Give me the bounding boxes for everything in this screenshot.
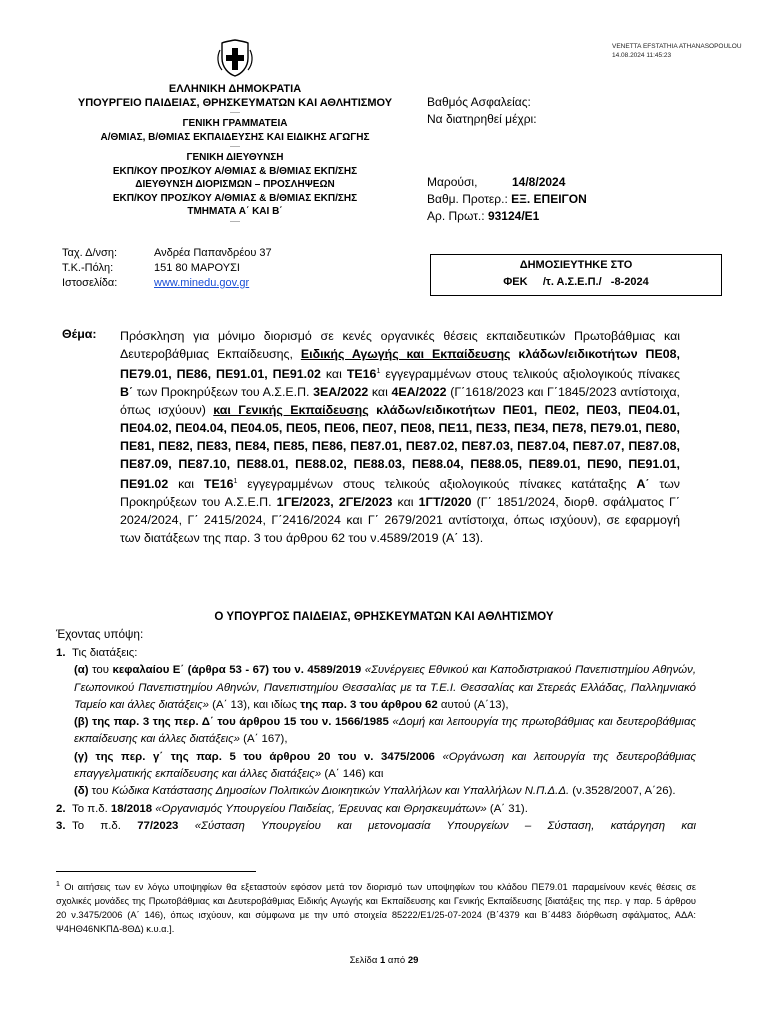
text-segment: Το π.δ. xyxy=(72,819,138,832)
having-regard-label: Έχοντας υπόψη: xyxy=(56,627,144,641)
text-segment: (Α΄ 167), xyxy=(240,733,288,746)
text-segment: «Οργανισμός Υπουργείου Παιδείας, Έρευνας και Θρησκευμάτων» xyxy=(155,802,487,815)
sub-item-d xyxy=(56,783,696,800)
text-segment: (Α΄ 13), και ιδίως xyxy=(209,698,301,711)
signature-timestamp: 14.08.2024 11:45:23 xyxy=(612,52,672,59)
subject-text xyxy=(120,327,680,547)
website-link[interactable]: www.minedu.gov.gr xyxy=(154,277,250,289)
footnote xyxy=(56,878,696,936)
text-segment: αυτού (Α΄13), xyxy=(437,698,509,711)
signature-name: VENETTA EFSTATHIA ATHANASOPOULOU xyxy=(612,43,742,50)
priority-value: ΕΞ. ΕΠΕΙΓΟΝ xyxy=(511,192,587,206)
document-meta xyxy=(427,174,587,225)
subject-segment: κλάδων/ειδικοτήτων ΠΕ01, ΠΕ02, ΠΕ03, ΠΕ04.01, ΠΕ04.02, ΠΕ04.04, ΠΕ04.05, ΠΕ05, ΠΕ06, ΠΕ07, ΠΕ08, ΠΕ11, ΠΕ33, ΠΕ34, ΠΕ78, ΠΕ79.01, ΠΕ80, ΠΕ81, ΠΕ82, ΠΕ83, ΠΕ84, ΠΕ85, ΠΕ86, ΠΕ87.01, ΠΕ87.02, ΠΕ87.03, ΠΕ87.04, ΠΕ87.07, ΠΕ87.08, ΠΕ87.09, ΠΕ87.10, ΠΕ88.01, ΠΕ88.02, ΠΕ88.03, ΠΕ88.04, ΠΕ88.05, ΠΕ89.01, ΠΕ90, ΠΕ91.01, ΠΕ91.02 xyxy=(120,403,680,492)
subject-segment: και xyxy=(392,495,419,510)
sub-item-a xyxy=(56,662,696,714)
subject-segment: των Προκηρύξεων του Α.Σ.Ε.Π. xyxy=(133,385,314,400)
subject-segment: Πρόσκληση για μόνιμο διορισμό σε κενές οργανικές θέσεις εκπαιδευτικών Πρωτοβάθμιας και Δευτεροβάθμιας Εκπαίδευσης, xyxy=(120,329,680,361)
place: Μαρούσι, xyxy=(427,175,478,189)
sub-item-marker: (δ) xyxy=(74,785,89,798)
text-segment: (γ) της περ. γ΄ της παρ. 5 του άρθρου 20 του ν. 3475/2006 xyxy=(74,750,435,763)
subject-segment: (Γ΄1618/2023 και Γ΄1845/2023 αντίστοιχα, όπως ισχύουν) xyxy=(120,385,680,418)
subject-segment: και xyxy=(168,477,204,492)
text-segment: της παρ. 3 του άρθρου 62 xyxy=(300,698,438,711)
list-item xyxy=(56,818,696,835)
priority-line xyxy=(427,191,587,208)
text-segment: «Σύσταση Υπουργείου και μετονομασία Υπουργείων – Σύσταση, κατάργηση και xyxy=(194,819,696,832)
text-segment: «Οργάνωση και λειτουργία της δευτεροβάθμιας επαγγελματικής εκπαίδευσης και άλλες διατάξεις» xyxy=(74,750,696,781)
publication-line1: ΔΗΜΟΣΙΕΥΤΗΚΕ ΣΤΟ xyxy=(519,259,633,271)
text-segment: «Δομή και λειτουργία της πρωτοβάθμιας και δευτεροβάθμιας εκπαίδευσης και άλλες διατάξεις» xyxy=(74,716,696,746)
subject-segment: ΤΕ16 xyxy=(346,367,377,382)
subject-segment: 1ΓΤ/2020 xyxy=(418,495,472,510)
subject-segment: (Γ΄ 1851/2024, διορθ. σφάλματος Γ΄ 2024/2024, Γ΄ 2415/2024, Γ΄2416/2024 και Γ΄ 2679/2021 αντίστοιχα, όπως ισχύουν), σε εφαρμογή των διατάξεων της παρ. 3 του άρθρου 62 του ν.4589/2019 (Α΄ 13). xyxy=(120,495,680,546)
separator: ----- xyxy=(230,110,240,116)
date: 14/8/2024 xyxy=(512,175,566,189)
footnote-ref[interactable]: 1 xyxy=(233,478,238,486)
subject-segment: εγγεγραμμένων στους τελικούς αξιολογικούς πίνακες xyxy=(380,367,680,382)
list-item xyxy=(56,801,696,818)
subject-segment: 1ΓΕ/2023, 2ΓΕ/2023 xyxy=(276,495,393,510)
subject-segment: και xyxy=(320,367,347,382)
subject-segment: και xyxy=(368,385,392,400)
minister-heading: Ο ΥΠΟΥΡΓΟΣ ΠΑΙΔΕΙΑΣ, ΘΡΗΣΚΕΥΜΑΤΩΝ ΚΑΙ ΑΘΛΗΤΙΣΜΟΥ xyxy=(214,610,554,623)
publication-box xyxy=(430,254,722,296)
date-line xyxy=(427,174,587,191)
subject-segment: εγγεγραμμένων στους τελικούς αξιολογικούς πίνακες κατάταξης xyxy=(237,477,637,492)
text-segment: (ν.3528/2007, Α΄26). xyxy=(569,785,676,798)
page-label: Σελίδα xyxy=(349,955,380,966)
address-row xyxy=(62,246,272,261)
separator: ----- xyxy=(230,144,240,150)
keep-until-label: Να διατηρηθεί μέχρι: xyxy=(427,112,537,126)
page-number xyxy=(0,955,768,966)
item-number: 2. xyxy=(56,802,66,815)
sub-item-c xyxy=(56,749,696,784)
protocol-line xyxy=(427,208,587,225)
subject-segment: 4ΕΑ/2022 xyxy=(391,385,447,400)
directorate-scope: ΕΚΠ/ΚΟΥ ΠΡΟΣ/ΚΟΥ Α/ΘΜΙΑΣ & Β/ΘΜΙΑΣ ΕΚΠ/ΣΗΣ xyxy=(112,192,358,204)
letterhead xyxy=(46,82,424,226)
subject-segment: και Γενικής Εκπαίδευσης xyxy=(213,403,369,418)
total-pages: 29 xyxy=(407,955,419,966)
text-segment: (Α΄ 146) και xyxy=(321,768,384,781)
footnote-separator xyxy=(56,871,256,872)
digital-signature xyxy=(612,42,742,60)
publication-line2: ΦΕΚ /τ. Α.Σ.Ε.Π./ -8-2024 xyxy=(503,276,649,288)
general-directorate: ΓΕΝΙΚΗ ΔΙΕΥΘΥΝΣΗ xyxy=(186,152,284,163)
subject-segment: ΤΕ16 xyxy=(203,477,234,492)
list-item xyxy=(56,645,696,662)
subject-segment: κλάδων/ειδικοτήτων ΠΕ08, ΠΕ79.01, ΠΕ86, ΠΕ91.01, ΠΕ91.02 xyxy=(120,347,680,382)
general-secretariat: ΓΕΝΙΚΗ ΓΡΑΜΜΑΤΕΙΑ xyxy=(182,118,288,129)
text-segment: κεφαλαίου Ε΄ (άρθρα 53 - 67) του ν. 4589/2019 xyxy=(112,664,362,677)
subject-segment: των Προκηρύξεων του Α.Σ.Ε.Π. xyxy=(120,477,680,510)
city-label: Τ.Κ.-Πόλη: xyxy=(62,262,114,274)
priority-label: Βαθμ. Προτερ.: xyxy=(427,192,508,206)
general-directorate-scope: ΕΚΠ/ΚΟΥ ΠΡΟΣ/ΚΟΥ Α/ΘΜΙΑΣ & Β/ΘΜΙΑΣ ΕΚΠ/ΣΗΣ xyxy=(112,165,358,177)
city-value: 151 80 ΜΑΡΟΥΣΙ xyxy=(154,262,240,274)
separator: ----- xyxy=(230,218,240,225)
page-of-label: από xyxy=(385,955,408,966)
protocol-number: 93124/Ε1 xyxy=(487,209,540,223)
text-segment: του xyxy=(88,785,112,798)
text-segment: «Συνέργειες Εθνικού και Καποδιστριακού Πανεπιστημίου Αθηνών, Γεωπονικού Πανεπιστημίου Αθηνών, Πανεπιστημίου Θεσσαλίας με τα Τ.Ε.Ι. Θεσσαλίας και Στερεάς Ελλάδας, Παλλημνιακό Ταμείο και άλλες διατάξεις» xyxy=(74,664,696,711)
security-block xyxy=(427,94,537,128)
current-page: 1 xyxy=(379,955,386,966)
subject-segment: Ειδικής Αγωγής και Εκπαίδευσης xyxy=(300,347,511,361)
item-text: Τις διατάξεις: xyxy=(72,647,138,659)
directorate: ΔΙΕΥΘΥΝΣΗ ΔΙΟΡΙΣΜΩΝ – ΠΡΟΣΛΗΨΕΩΝ xyxy=(135,179,335,190)
street-value: Ανδρέα Παπανδρέου 37 xyxy=(154,247,272,259)
address-block xyxy=(62,246,272,291)
subject-segment: Α΄ xyxy=(636,477,650,492)
address-row xyxy=(62,276,272,291)
footnote-text: Οι αιτήσεις των εν λόγω υποψηφίων θα εξεταστούν εφόσον μετά τον διορισμό των υποψηφίων του κλάδου ΠΕ79.01 παραμείνουν κενές θέσεις σε σχολικές μονάδες της Πρωτοβάθμιας και Δευτεροβάθμιας Ειδικής Αγωγής και Εκπαίδευσης και Γενικής Εκπαίδευσης [διατάξεις της περ. γ παρ. 5 άρθρου 20 ν.3475/2006 (Α΄ 146), όπως ισχύουν, και σύμφωνα με την υπό στοιχεία 85222/Ε1/25-07-2024 (Β΄4379 και Β΄4483 διόρθωση σφάλματος, ΑΔΑ: Ψ4ΗΘ46ΝΚΠΔ-8ΘΔ) κ.υ.α.]. xyxy=(56,882,696,935)
text-segment: 18/2018 xyxy=(110,802,153,815)
ministry-title: ΥΠΟΥΡΓΕΙΟ ΠΑΙΔΕΙΑΣ, ΘΡΗΣΚΕΥΜΑΤΩΝ ΚΑΙ ΑΘΛΗΤΙΣΜΟΥ xyxy=(77,97,393,109)
text-segment xyxy=(178,820,194,832)
subject-label: Θέμα: xyxy=(62,327,97,341)
subject-segment xyxy=(369,403,376,417)
item-number: 3. xyxy=(56,819,66,832)
address-row xyxy=(62,261,272,276)
text-segment: Κώδικα Κατάστασης Δημοσίων Πολιτικών Διοικητικών Υπαλλήλων και Υπαλλήλων Ν.Π.Δ.Δ. xyxy=(111,785,570,798)
website-label: Ιστοσελίδα: xyxy=(62,277,118,289)
general-secretariat-scope: Α/ΘΜΙΑΣ, Β/ΘΜΙΑΣ ΕΚΠΑΙΔΕΥΣΗΣ ΚΑΙ ΕΙΔΙΚΗΣ ΑΓΩΓΗΣ xyxy=(100,131,370,143)
footnote-ref[interactable]: 1 xyxy=(376,368,381,375)
text-segment: του xyxy=(88,664,113,677)
security-level-label: Βαθμός Ασφαλείας: xyxy=(427,95,531,109)
street-label: Ταχ. Δ/νση: xyxy=(62,247,118,259)
protocol-label: Αρ. Πρωτ.: xyxy=(427,209,485,223)
hellenic-emblem-icon xyxy=(216,38,254,78)
footnote-mark: 1 xyxy=(56,881,60,888)
text-segment: (β) της παρ. 3 της περ. Δ΄ του άρθρου 15 του ν. 1566/1985 xyxy=(74,716,389,729)
republic-title: ΕΛΛΗΝΙΚΗ ΔΗΜΟΚΡΑΤΙΑ xyxy=(168,83,302,95)
sub-item-marker: (α) xyxy=(74,664,89,677)
sub-item-b xyxy=(56,714,696,749)
text-segment: 77/2023 xyxy=(137,819,179,832)
text-segment: (Α΄ 31). xyxy=(486,802,528,815)
legal-basis-list xyxy=(56,645,696,835)
departments: ΤΜΗΜΑΤΑ Α΄ ΚΑΙ Β΄ xyxy=(187,206,283,217)
text-segment: Το π.δ. xyxy=(72,802,111,815)
subject-segment: Β΄ xyxy=(120,385,134,400)
subject-segment: 3ΕΑ/2022 xyxy=(313,385,369,400)
item-number: 1. xyxy=(56,647,66,659)
